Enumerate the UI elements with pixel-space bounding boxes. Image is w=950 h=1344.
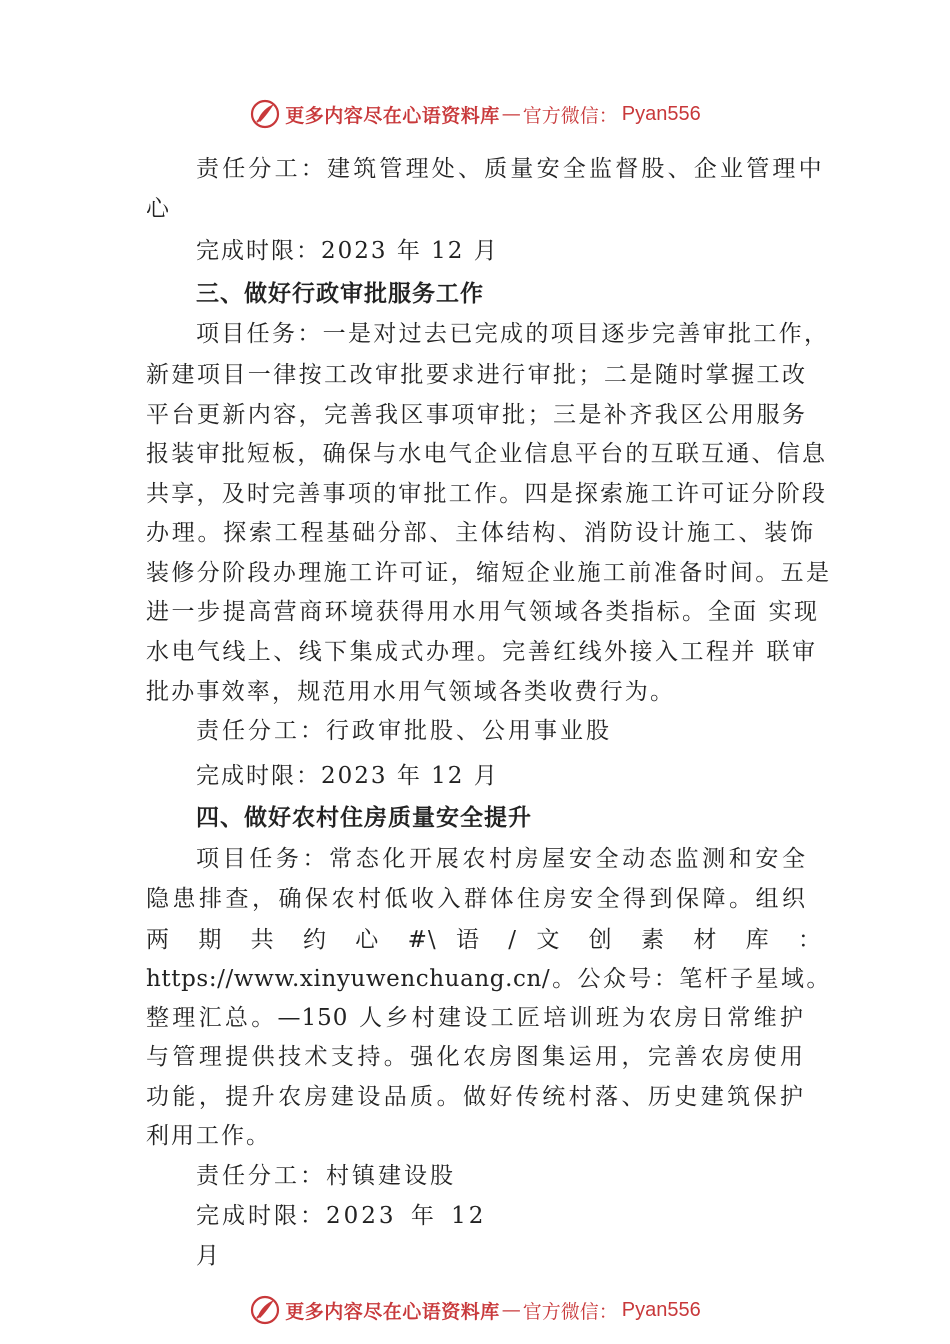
text-line: 责任分工：村镇建设股 [196, 1163, 456, 1189]
text-line: https://www.xinyuwenchuang.cn/。公众号：笔杆子星域。 [146, 966, 830, 992]
text-line: 进一步提高营商环境获得用水用气领域各类指标。全面 实现 [146, 599, 818, 625]
text-line: 两 期 共 约 心 #\ 语 / 文 创 素 材 库 ： [146, 927, 822, 953]
footer-watermark [0, 1293, 950, 1327]
text-line: 隐患排查，确保农村低收入群体住房安全得到保障。组织 [146, 886, 806, 912]
text-line: 批办事效率，规范用水用气领域各类收费行为。 [146, 679, 676, 705]
text-line: 整理汇总。—150 人乡村建设工匠培训班为农房日常维护 [146, 1005, 804, 1031]
brush-logo-icon [249, 98, 281, 130]
header-watermark [0, 97, 950, 131]
text-line: 完成时限：2023 年 12 月 [196, 763, 499, 789]
text-line: 新建项目一律按工改审批要求进行审批；二是随时掌握工改 [146, 362, 806, 388]
text-line: 月 [196, 1243, 221, 1269]
brand-text: 更多内容尽在心语资料库 [285, 1300, 500, 1323]
dash: — [501, 1299, 521, 1321]
text-line: 利用工作。 [146, 1123, 271, 1149]
section-heading: 三、做好行政审批服务工作 [196, 281, 484, 307]
text-line: 报装审批短板，确保与水电气企业信息平台的互联互通、信息 [146, 441, 826, 467]
text-line: 与管理提供技术支持。强化农房图集运用，完善农房使用 [146, 1044, 804, 1070]
text-line: 完成时限：2023 年 12 月 [196, 238, 499, 264]
text-line: 责任分工：行政审批股、公用事业股 [196, 718, 612, 744]
wechat-label: 官方微信： [522, 104, 618, 127]
text-line: 平台更新内容，完善我区事项审批；三是补齐我区公用服务 [146, 402, 806, 428]
text-line: 心 [146, 196, 171, 222]
text-line: 功能，提升农房建设品质。做好传统村落、历史建筑保护 [146, 1084, 804, 1110]
text-line: 装修分阶段办理施工许可证，缩短企业施工前准备时间。五是 [146, 560, 830, 586]
wechat-id: Pyan556 [621, 102, 701, 125]
text-line: 完成时限：2023 年 12 [196, 1203, 487, 1229]
text-line: 共享，及时完善事项的审批工作。四是探索施工许可证分阶段 [146, 481, 826, 507]
section-heading: 四、做好农村住房质量安全提升 [196, 805, 532, 831]
text-line: 办理。探索工程基础分部、主体结构、消防设计施工、装饰 [146, 520, 814, 546]
wechat-label: 官方微信： [522, 1300, 618, 1323]
brand-text: 更多内容尽在心语资料库 [285, 104, 500, 127]
wechat-id: Pyan556 [621, 1298, 701, 1321]
text-line: 项目任务：一是对过去已完成的项目逐步完善审批工作， [196, 321, 828, 347]
text-line: 水电气线上、线下集成式办理。完善红线外接入工程并 联审 [146, 639, 816, 665]
text-line: 责任分工：建筑管理处、质量安全监督股、企业管理中 [196, 156, 825, 182]
text-line: 项目任务：常态化开展农村房屋安全动态监测和安全 [196, 846, 806, 872]
dash: — [501, 103, 521, 125]
brush-logo-icon [249, 1294, 281, 1326]
